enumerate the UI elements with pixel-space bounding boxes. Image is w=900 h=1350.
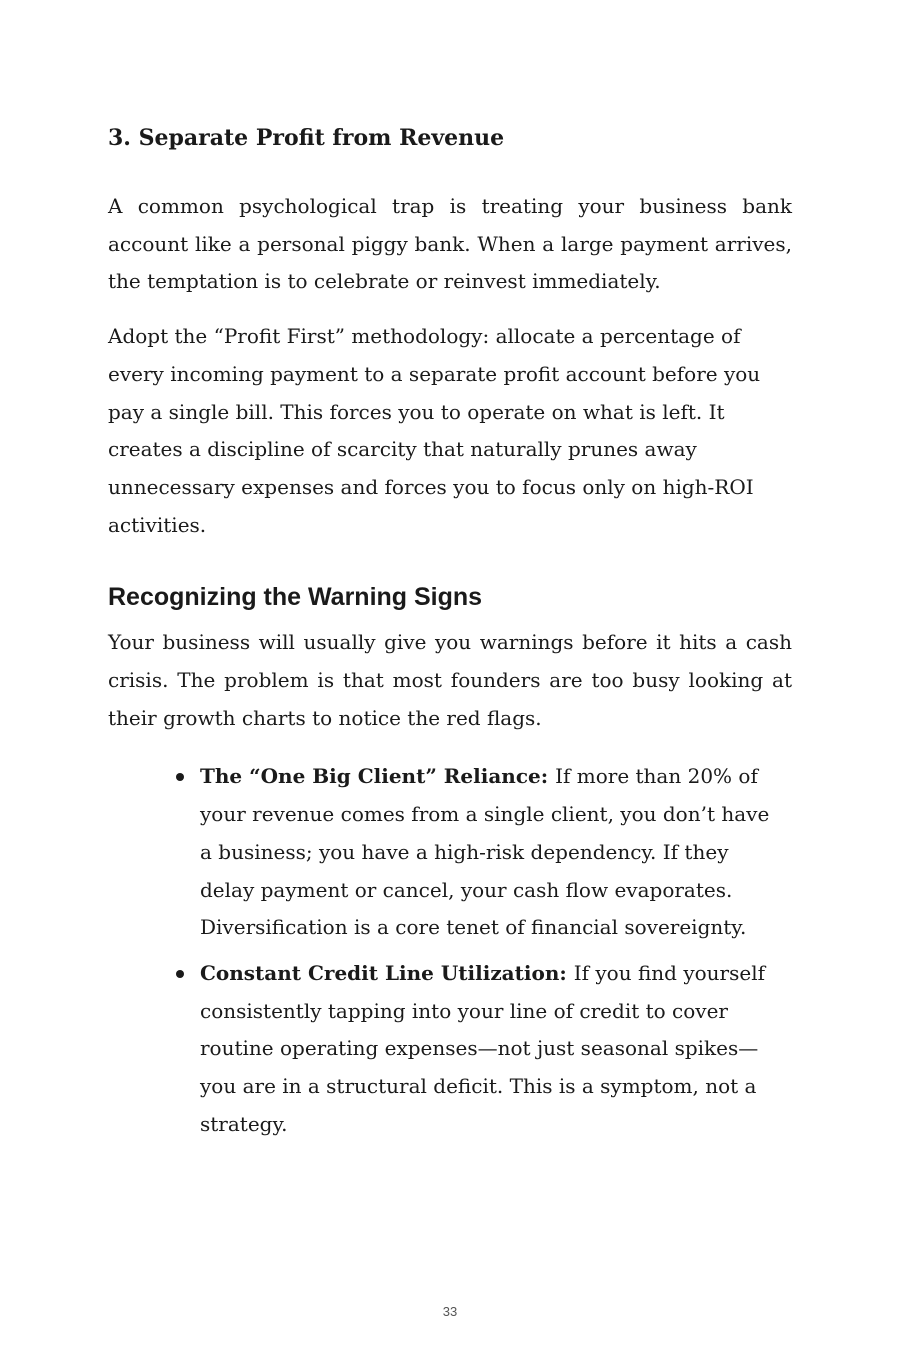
subsection-heading: Recognizing the Warning Signs xyxy=(108,583,483,612)
intro-paragraph: Your business will usually give you warnings before it hits a cash crisis. The problem is that most founders are too busy looking at their growth charts to notice the red flags. xyxy=(108,630,792,730)
body-paragraph: A common psychological trap is treating your business bank account like a personal piggy bank. When a large payment arrives, the temptation is to celebrate or reinvest immediately. xyxy=(108,194,792,294)
list-item-heading: The “One Big Client” Reliance: xyxy=(200,764,556,789)
page-number: 33 xyxy=(442,1304,458,1319)
list-item xyxy=(200,955,780,1144)
list-item-heading: Constant Credit Line Utilization: xyxy=(200,960,574,985)
page-content xyxy=(108,118,792,1151)
list-item-text: If more than 20% of your revenue comes from a single client, you don’t have a business; you have a high-risk dependency. If they delay payment or cancel, your cash flow evaporates. Diversification is a core tenet of financial sovereignty. xyxy=(200,764,770,940)
bullet-icon xyxy=(176,773,184,781)
body-paragraph: Adopt the “Profit First” methodology: allocate a percentage of every incoming payment to a separate profit account before you pay a single bill. This forces you to operate on what is left. It creates a discipline of scarcity that naturally prunes away unnecessary expenses and forces you to focus only on high-ROI activities. xyxy=(108,324,761,537)
section-heading: 3. Separate Profit from Revenue xyxy=(108,125,505,151)
bullet-icon xyxy=(176,970,184,978)
warning-signs-list xyxy=(108,758,792,1143)
list-item xyxy=(200,758,780,947)
list-item-text: If you find yourself consistently tapping into your line of credit to cover routine operating expenses—not just seasonal spikes—you are in a structural deficit. This is a symptom, not a strategy. xyxy=(200,960,766,1136)
